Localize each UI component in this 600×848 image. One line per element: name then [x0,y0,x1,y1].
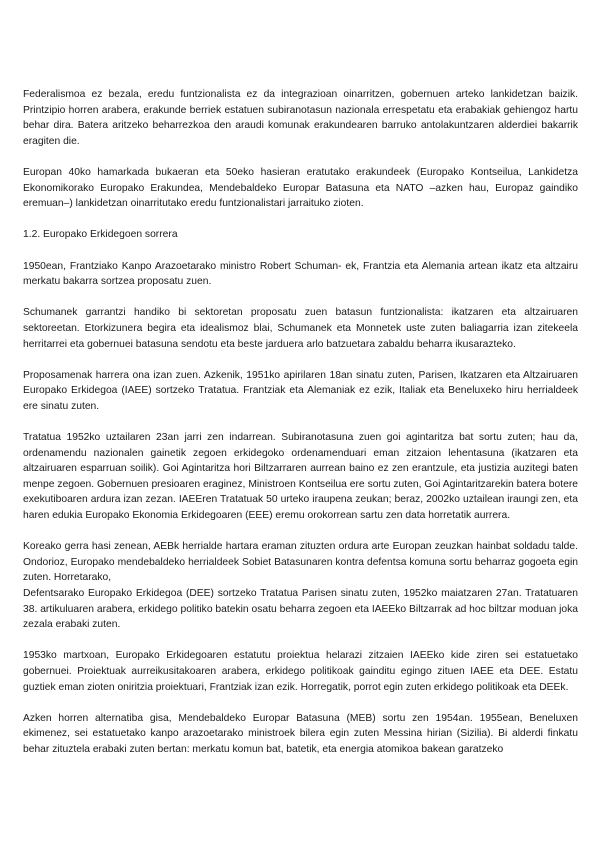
paragraph-schuman-proposal: 1950ean, Frantziako Kanpo Arazoetarako ministro Robert Schuman- ek, Frantzia eta Alemania artean ikatz eta altzairu merkatu bakarra sortzea proposatu zuen. [23,260,578,288]
paragraph-web-alternative: Azken horren alternatiba gisa, Mendebaldeko Europar Batasuna (MEB) sortu zen 1954an. 1955ean, Beneluxen ekimenez, sei estatuetako kanpo arazoetarako ministroek bilera egin zuten Messina hirian (Sizilia). Bi alderdi finkatu behar zituztela erabaki zuten bertan: merkatu komun bat, batetik, eta energia atomikoa bakean garatzeko [23,712,578,755]
paragraph-european-institutions: Europan 40ko hamarkada bukaeran eta 50eko hasieran eratutako erakundeek (Europako Kontseilua, Lankidetza Ekonomikorako Europako Erakundea, Mendebaldeko Europar Batasuna eta NATO –azken hau, Europaz gaindiko eremuan–) lankidetzan oinarritutako eredu funtzionalistari jarraituko zioten. [23,166,578,210]
paragraph-korean-war: Koreako gerra hasi zenean, AEBk herrialde hartara eraman zituzten ordura arte Europan zeuzkan hainbat soldadu talde. Ondorioz, Europako mendebaldeko herrialdeek Sobiet Batasunaren kontra defentsa komuna sortu beharraz gogoeta egin zuten. Horretarako, Defentsarako Europako Erkidegoa (DEE) sortzeko Tratatua Parisen sinatu zuten, 1952ko maiatzaren 27an. Tratatuaren 38. artikuluaren arabera, erkidego politiko batekin osatu beharra zegoen eta IAEEko Biltzarrak ad hoc biltzar moduan joka zezala erabaki zuten. [23,541,578,631]
paragraph-treaty-paris: Proposamenak harrera ona izan zuen. Azkenik, 1951ko apirilaren 18an sinatu zuten, Parisen, Ikatzaren eta Altzairuaren Europako Erkidegoa (IAEE) sortzeko Tratatua. Frantziak eta Alemaniak ez ezik, Italiak eta Beneluxeko hiru herrialdeek ere sinatu zuten. [23,369,578,412]
paragraph-functionalism: Federalismoa ez bezala, eredu funtzionalista ez da integrazioan oinarritzen, gobernuen arteko lankidetzan baizik. Printzipio horren arabera, erakunde berriek estatuen subiranotasun nazionala errespetatu eta erabakiak gehiengoz hartu behar dira. Batera aritzeko beharrezkoa den araudi komunak erakundearen barruko antolakuntzaren alderdiei bakarrik eragiten die. [23,89,578,147]
document-body [23,87,578,773]
section-heading: 1.2. Europako Erkidegoen sorrera [23,229,178,241]
paragraph-treaty-effect: Tratatua 1952ko uztailaren 23an jarri zen indarrean. Subiranotasuna zuen goi agintaritza bat sortu zuten; hau da, ordenamendu nazionalen gainetik zegoen erkidegoko ordenamenduari eman zitzaion lehentasuna (ikatzaren eta altzairuaren esparruan soilik). Goi Agintaritza hori Biltzarraren aurrean baino ez zen erantzule, eta justizia auzitegi baten menpe zegoen. Gobernuen presioaren eraginez, Ministroen Kontseilua ere sortu zuten, Goi Agintaritzarekin batera botere exekutiboaren ardura izan zezan. IAEEren Tratatuak 50 urteko iraupena zeukan; beraz, 2002ko uztailean iraungi zen, eta haren edukia Europako Ekonomia Erkidegoaren (EEE) eremu orokorrean sartu zen data horretatik aurrera. [23,432,578,522]
paragraph-statute-project: 1953ko martxoan, Europako Erkidegoaren estatutu proiektua helarazi zitzaien IAEEko kide ziren sei estatuetako gobernuei. Proiektuak aurreikusitakoaren arabera, erkidego politikoak gainditu egingo zituen IAEE eta DEE. Estatu guztiek eman zioten oniritzia proiektuari, Frantziak izan ezik. Horregatik, porrot egin zuten erkidego politikoak eta DEEk. [23,650,578,693]
paragraph-functional-union: Schumanek garrantzi handiko bi sektoretan proposatu zuen batasun funtzionalista: ikatzaren eta altzairuaren sektoreetan. Etorkizunera begira eta idealismoz blai, Schumanek eta Monnetek uste zuten baliagarria izan zitekeela herritarrei eta gobernuei batasuna sendotu eta beste jarduera arlo batzuetara zabaldu beharra ikusarazteko. [23,307,578,350]
